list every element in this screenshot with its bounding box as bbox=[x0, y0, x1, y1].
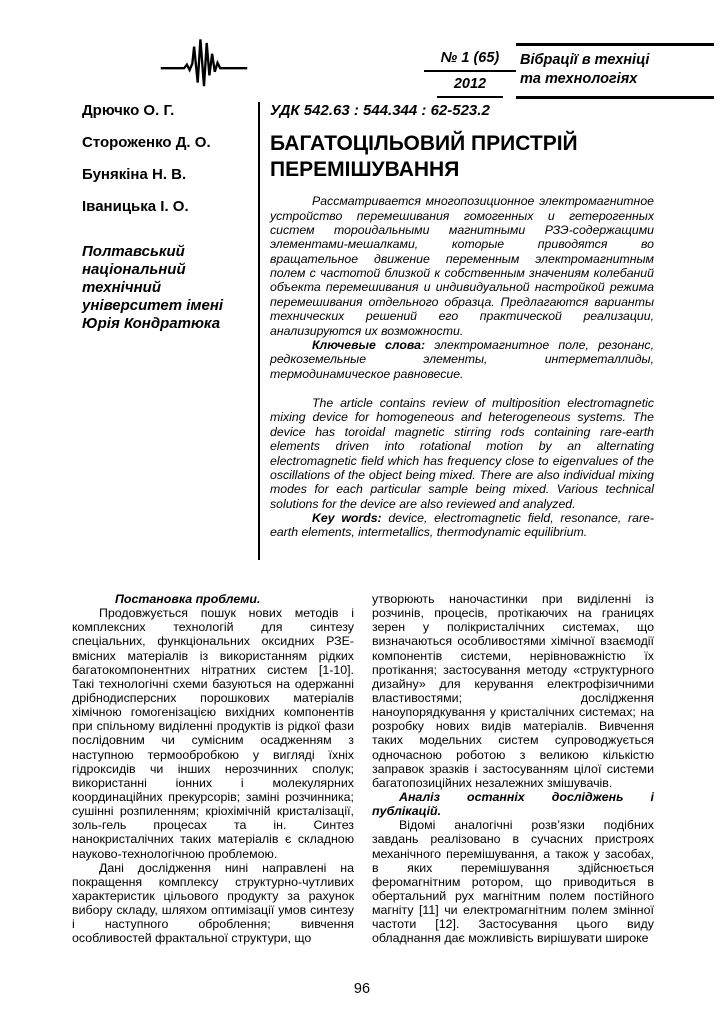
keywords-english bbox=[270, 511, 654, 540]
keywords-russian-label: Ключевые слова: bbox=[312, 337, 426, 352]
column-divider bbox=[258, 102, 260, 560]
journal-name-line2: та технологіях bbox=[520, 70, 638, 87]
keywords-english-text: device, electromagnetic field, resonance, rare-earth elements, intermetallics, thermodynamic equilibrium. bbox=[270, 511, 654, 540]
abstract-english: The article contains review of multiposition electromagnetic mixing device for homogeneous and heterogeneous systems. The device has toroidal magnetic stirring rods containing rare-earth elements driven into rotational motion by an alternating electromagnetic field which has frequency close to eigenvalues of the oscillations of the object being mixed. There are also individual mixing modes for each particular sample being mixed. Various technical solutions for the device are also reviewed and analyzed. bbox=[270, 396, 654, 511]
section-heading-problem: Постановка проблеми. bbox=[115, 592, 261, 606]
authors-block bbox=[82, 102, 254, 333]
author-name: Іваницька І. О. bbox=[82, 198, 189, 215]
body-column-left bbox=[72, 592, 354, 946]
issue-year: 2012 bbox=[437, 76, 503, 98]
affiliation: Полтавський національний технічний університет імені Юрія Кондратюка bbox=[82, 243, 224, 332]
page-number: 96 bbox=[353, 981, 371, 997]
body-paragraph: утворюють наночастинки при виділенні із розчинів, процесів, протікаючих на границях зерен у полікристалічних системах, що визначаються особливостями хімічної взаємодії компонентів системи, нерівноважністю їх протікання; застосування методу «структурного дизайну» для керування електрофізичними властивостями; дослідження наноупорядкування у кристалічних системах; на розробку нових видів матеріалів. Вивчення таких модельних систем супроводжується одночасною роботою з великою кількістю заправок зразків і застосуванням цілої системи багатопозиційних незалежних змішувачів. bbox=[372, 592, 654, 790]
keywords-russian-text: электромагнитное поле, резонанс, редкоземельные элементы, интерметаллиды, термодинамическое равновесие. bbox=[270, 337, 654, 381]
author-name: Бунякіна Н. В. bbox=[82, 166, 187, 183]
article-head bbox=[270, 102, 654, 540]
abstract-russian: Рассматривается многопозиционное электромагнитное устройство перемешивания гомогенных и гетерогенных систем тороидальными магнитными РЗЭ-содержащими элементами-мешалками, которые приводятся во вращательное движение переменным электромагнитным полем с частотой близкой к собственным значениям колебаний объекта перемешивания и индивидуальной настройкой режима перемешивания отдельного образца. Предлагаются варианты технических решений его практической реализации, анализируются их возможности. bbox=[270, 194, 654, 338]
body-paragraph: Продовжується пошук нових методів і комплексних технологій для синтезу спеціальних, функціональних оксидних РЗЕ-вмісних матеріалів із використанням рідких багатокомпонентних нітратних систем [1-10]. Такі технологічні схеми базуються на одержанні дрібнодисперсних порошкових матеріалів хімічною гомогенізацією вихідних компонентів при спільному виділенні продуктів із рідкої фази послідовним чи сумісним осадженням з наступною термообробкою у вигляді їхніх гідроксидів чи інших нерозчинних сполук; використанні іонних і молекулярних координаційних прекурсорів; заміні розчинника; сушінні розпиленням; кріохімічній кристалізації, золь-гель процесах та ін. Синтез нанокристалічних таких матеріалів є складною науково-технологічною проблемою. bbox=[72, 606, 354, 861]
keywords-russian bbox=[270, 338, 654, 381]
keywords-english-label: Key words: bbox=[312, 511, 382, 526]
journal-name bbox=[516, 43, 714, 99]
udc-code: УДК 542.63 : 544.344 : 62-523.2 bbox=[270, 102, 490, 119]
journal-name-line1: Вібрації в техніці bbox=[520, 52, 650, 68]
article-title bbox=[270, 131, 654, 182]
author-name: Дрючко О. Г. bbox=[82, 102, 175, 119]
article-title-line1: БАГАТОЦІЛЬОВИЙ ПРИСТРІЙ bbox=[270, 132, 578, 155]
body-paragraph: Відомі аналогічні розв’язки подібних завдань реалізовано в сучасних пристроях механічного перемішування, а також у засобах, в яких перемішування здійснюється феромагнітним ротором, що приводиться в обертальний рух магнітним полем постійного магніту [11] чи електромагнітним полем змінної частоти [12]. Застосування цього виду обладнання дає можливість вирішувати широке bbox=[372, 818, 654, 946]
body-column-right bbox=[372, 592, 654, 946]
body-columns bbox=[72, 592, 654, 946]
vibration-waveform-icon bbox=[156, 34, 252, 88]
author-name: Стороженко Д. О. bbox=[82, 134, 211, 151]
section-heading-analysis: Аналіз останніх досліджень і публікацій. bbox=[372, 789, 654, 819]
issue-number: № 1 (65) bbox=[424, 50, 516, 72]
body-paragraph: Дані дослідження нині направлені на покращення комплексу структурно-чутливих характеристик цільового продукту за рахунок вибору складу, шляхом оптимізації умов синтезу і наступного оброблення; вивчення особливостей фрактальної структури, що bbox=[72, 860, 354, 946]
issue-block bbox=[424, 50, 516, 98]
article-title-line2: ПЕРЕМІШУВАННЯ bbox=[270, 157, 460, 181]
